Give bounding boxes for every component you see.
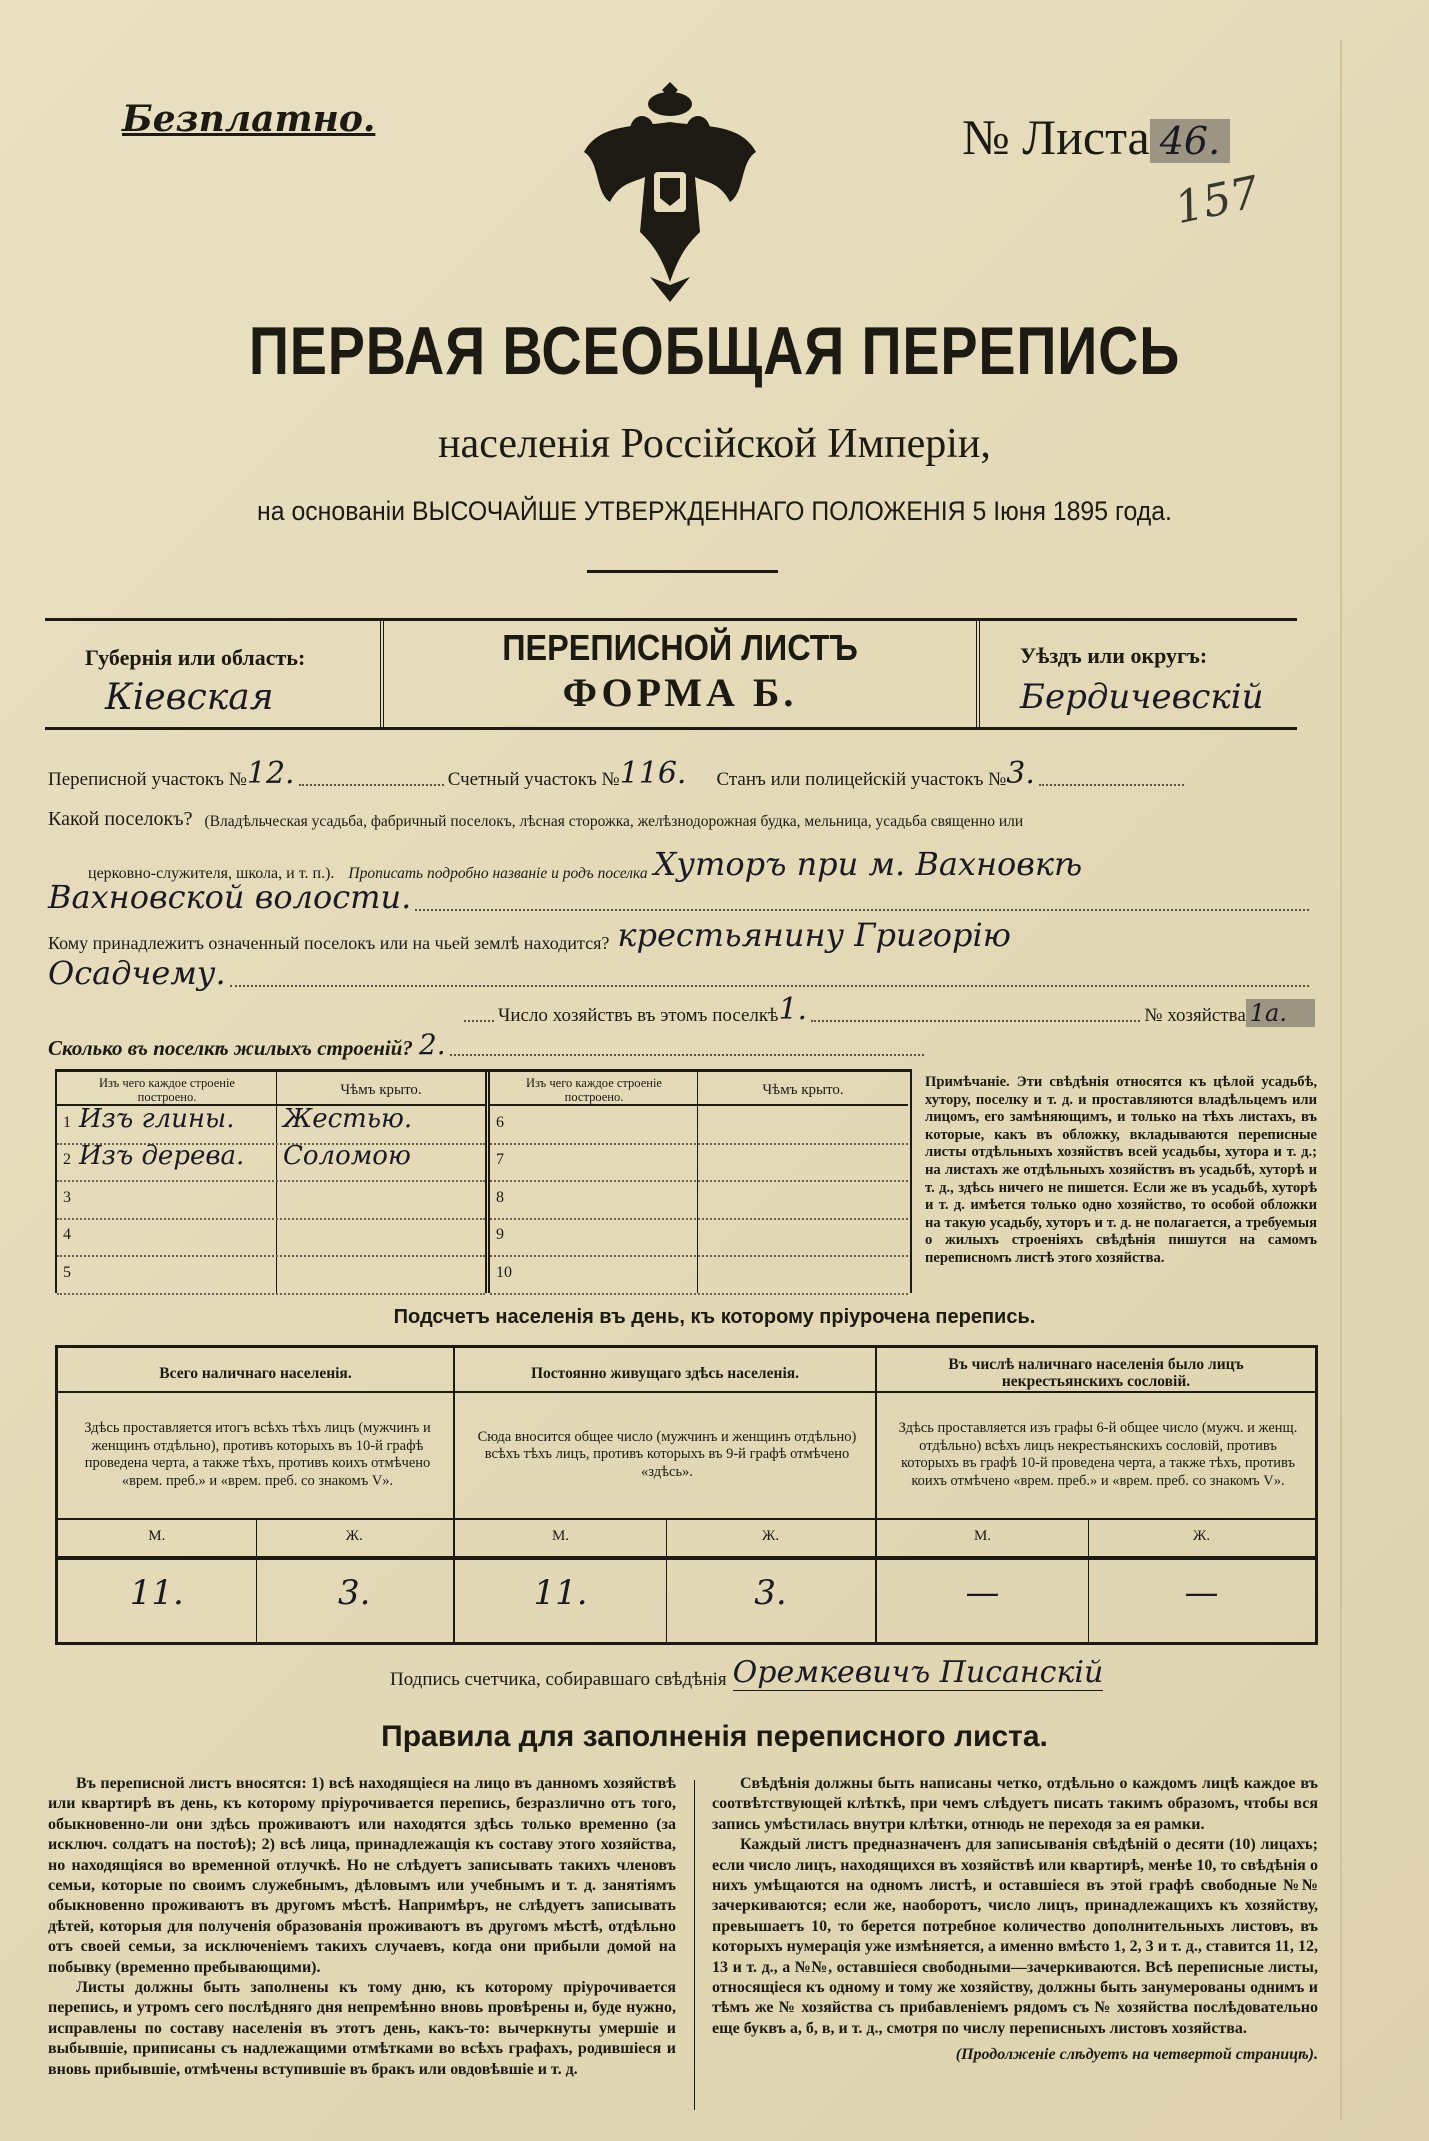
population-column: [875, 1348, 1315, 1642]
province-cell: [45, 621, 384, 727]
form-header-box: [45, 618, 1297, 730]
police-section-label: Станъ или полицейскій участокъ №: [716, 769, 1007, 790]
buildings-table-row: [490, 1218, 908, 1257]
note-body: Эти свѣдѣнія относятся къ цѣлой усадьбѣ, хутору, поселку и т. д. и проставляются владѣльцемъ или лицомъ, его замѣняющимъ, и только на тѣхъ листахъ, въ которые, какъ въ обложку, вкладываются переписные листы отдѣльныхъ хозяйствъ всей усадьбы, хутора и т. д.; на листахъ же отдѣльныхъ хозяйствъ въ усадьбѣ, хуторѣ и т. д., здѣсь ничего не пишется. Если же въ усадьбѣ, хуторѣ и т. д. имѣется только одно хозяйство, то особой обложки на такую усадьбу, хуторъ и т. д. не полагается, а требуемыя о жилыхъ строеніяхъ свѣдѣнія пишутся на самомъ переписномъ листѣ этого хозяйства.: [925, 1074, 1317, 1266]
form-title: ПЕРЕПИСНОЙ ЛИСТЪ: [502, 627, 858, 668]
population-column-description: Здѣсь проставляется итогъ всѣхъ тѣхъ лицъ (мужчинъ и женщинъ отдѣльно), противъ которыхъ въ 10-й графѣ проведена черта, а также тѣхъ, противъ коихъ отмѣчено «врем. преб.» и «врем. преб. со знакомъ V».: [84, 1420, 431, 1489]
divider: [877, 1391, 1315, 1393]
female-count: 3.: [754, 1573, 787, 1613]
signature-row: [390, 1655, 1220, 1691]
signature-label: Подпись счетчика, собиравшаго свѣдѣнія: [390, 1669, 727, 1690]
settlement-hint-2: церковно-служителя, школа, и т. п.).: [88, 865, 335, 882]
settlement-value-2: Вахновской волости.: [48, 878, 412, 916]
buildings-count-value: 2.: [418, 1028, 446, 1061]
settlement-value-1: Хуторъ при м. Вахновкѣ: [653, 845, 1083, 883]
rules-paragraph: Въ переписной листъ вносятся: 1) всѣ находящіеся на лицо въ данномъ хозяйствѣ или квартирѣ въ день, къ которому пріурочивается перепись, безразлично отъ того, обыкновенно-ли они здѣсь проживаютъ или находятся здѣсь только временно (за исключ. солдатъ на постоѣ); 2) всѣ лица, принадлежащія къ составу этого хозяйства, но находящіяся во временной отлучкѣ. Но не слѣдуетъ записывать такихъ членовъ семьи, которые по своимъ служебнымъ, дѣловымъ или учебнымъ и т. д. занятіямъ обыкновенно проживаютъ въ другомъ мѣстѣ. Напримѣръ, не слѣдуетъ записывать дѣтей, которыя для полученія образованія проживаютъ въ другомъ мѣстѣ, отдѣльно отъ своей семьи, за исключеніемъ такихъ случаевъ, когда они прибыли домой на побывку (временно пребывающими).: [48, 1775, 676, 1976]
form-type: ФОРМА Б.: [562, 670, 798, 715]
household-number-value: 1а.: [1246, 999, 1315, 1027]
row-number: 10: [496, 1263, 512, 1281]
archive-number: 157: [1170, 166, 1264, 235]
male-count: —: [965, 1573, 1000, 1613]
buildings-table-row: [490, 1143, 908, 1182]
population-column: [58, 1348, 453, 1642]
divider: [877, 1518, 1315, 1520]
dotted-line: [230, 985, 1309, 987]
male-label: М.: [973, 1528, 992, 1544]
rules-right-column: [712, 1774, 1318, 2066]
buildings-table-row: [57, 1143, 485, 1182]
row-number: 8: [496, 1188, 504, 1206]
province-label: Губернія или область:: [85, 645, 306, 670]
rules-column-divider: [694, 1780, 695, 2110]
owner-value-2: Осадчему.: [48, 954, 226, 992]
police-section-value: 3.: [1006, 756, 1035, 791]
buildings-table-row: [57, 1181, 485, 1220]
sheet-number: [962, 108, 1230, 166]
female-label: Ж.: [345, 1528, 363, 1544]
row-number: 7: [496, 1151, 504, 1169]
population-column-header: Всего наличнаго населенія.: [159, 1364, 352, 1382]
owner-value-1: крестьянину Григорію: [617, 916, 1011, 954]
owner-label: Кому принадлежитъ означенный поселокъ или на чьей землѣ находится?: [48, 933, 610, 953]
dotted-line: [299, 784, 444, 786]
households-label: Число хозяйствъ въ этомъ поселкѣ: [498, 1005, 779, 1026]
district-label: Уѣздъ или округъ:: [1020, 643, 1208, 668]
buildings-count-row: [48, 1028, 928, 1061]
building-material: Изъ глины.: [79, 1104, 235, 1134]
building-roof: Жестью.: [283, 1104, 413, 1134]
document-basis: на основаніи ВЫСОЧАЙШЕ УТВЕРЖДЕННАГО ПОЛОЖЕНІЯ 5 Іюня 1895 года.: [257, 496, 1172, 526]
dotted-line: [1039, 784, 1184, 786]
buildings-table-row: [57, 1218, 485, 1257]
imperial-eagle-emblem: [580, 82, 760, 302]
buildings-table-left: [57, 1072, 490, 1293]
row-number: 9: [496, 1226, 504, 1244]
divider: [58, 1391, 453, 1393]
household-number-label: № хозяйства: [1144, 1005, 1246, 1026]
signature-value: Оремкевичъ Писанскій: [732, 1655, 1104, 1690]
note-text: [925, 1074, 1317, 1268]
rules-continuation: (Продолженіе слѣдуетъ на четвертой страницѣ).: [955, 2046, 1318, 2064]
district-value: Бердичевскій: [1020, 677, 1264, 717]
settlement-label: Какой поселокъ?: [48, 808, 193, 830]
settlement-row-3: [48, 878, 1313, 916]
count-section-label: Счетный участокъ №: [447, 769, 620, 790]
population-column-description: Здѣсь проставляется изъ графы 6-й общее число (мужч. и женщ. отдѣльно) всѣхъ лицъ некрестьянскихъ сословій, противъ которыхъ въ графѣ 10-й проведена черта, а также тѣхъ, противъ коихъ отмѣчено «врем. преб.» и «врем. преб. со знакомъ V».: [898, 1420, 1298, 1489]
buildings-table-row: [57, 1106, 485, 1145]
divider: [455, 1391, 875, 1393]
column-header-roof: Чѣмъ крыто.: [340, 1082, 422, 1098]
column-header-material: Изъ чего каждое строеніе построено.: [526, 1076, 662, 1104]
divider: [455, 1556, 875, 1560]
buildings-table-row: [57, 1256, 485, 1295]
male-label: М.: [551, 1528, 570, 1544]
buildings-table-row: [490, 1106, 908, 1145]
divider: [877, 1556, 1315, 1560]
owner-row-2: [48, 954, 1313, 992]
dotted-line: [464, 1020, 494, 1022]
province-value: Кіевская: [105, 677, 274, 718]
document-title: ПЕРВАЯ ВСЕОБЩАЯ ПЕРЕПИСЬ: [248, 313, 1181, 389]
settlement-instruction: Прописать подробно названіе и родъ поселка: [348, 865, 648, 882]
buildings-table-row: [490, 1256, 908, 1295]
buildings-table: [55, 1069, 912, 1293]
population-column: [453, 1348, 875, 1642]
rules-title: Правила для заполненія переписного листа.: [381, 1720, 1048, 1753]
sheet-number-label: № Листа: [962, 109, 1150, 165]
sections-row: [48, 756, 1188, 791]
page-edge-line: [1340, 40, 1342, 2120]
female-count: 3.: [338, 1573, 371, 1613]
count-section-value: 116.: [619, 756, 687, 791]
building-material: Изъ дерева.: [79, 1141, 245, 1172]
male-count: 11.: [129, 1573, 184, 1613]
rules-paragraph: Каждый листъ предназначенъ для записыванія свѣдѣній о десяти (10) лицахъ; если число лицъ, находящихся въ хозяйствѣ или квартирѣ, менѣе 10, то свѣдѣнія о нихъ умѣщаются на одномъ листѣ, и оставшіеся въ этой графѣ свободные №№ зачеркиваются; если же, наоборотъ, число лицъ, принадлежащихъ къ хозяйству, превышаетъ 10, то берется потребное количество дополнительныхъ листовъ, въ которыхъ нумерація уже измѣняется, а именно вмѣсто 1, 2, 3 и т. д., ставится 11, 12, 13 и т. д., а №№, оставшіеся свободными—зачеркиваются. Всѣ переписные листы, относящіеся къ одному и тому же хозяйству, должны быть занумерованы однимъ и тѣмъ же № хозяйства съ прибавленіемъ рядомъ съ № хозяйства послѣдовательно еще буквъ а, б, в, и т. д., смотря по числу переписныхъ листовъ хозяйства.: [712, 1836, 1318, 2037]
buildings-count-label: Сколько въ поселкѣ жилыхъ строеній?: [48, 1036, 413, 1060]
free-label: Безплатно.: [122, 98, 376, 140]
column-header-roof: Чѣмъ крыто.: [762, 1082, 844, 1098]
row-number: 5: [63, 1263, 71, 1281]
households-row: [460, 992, 1315, 1027]
settlement-hint-1: (Владѣльческая усадьба, фабричный поселокъ, лѣсная сторожка, желѣзнодорожная будка, мельница, усадьба священно или: [204, 813, 1024, 830]
female-label: Ж.: [1192, 1528, 1211, 1544]
district-cell: [976, 621, 1301, 727]
buildings-table-row: [490, 1181, 908, 1220]
dotted-line: [811, 1020, 1140, 1022]
dotted-line: [415, 909, 1309, 911]
female-count: —: [1184, 1573, 1219, 1613]
building-roof: Соломою: [283, 1141, 411, 1172]
rules-paragraph: Листы должны быть заполнены къ тому дню, къ которому пріурочивается перепись, и утромъ сего послѣдняго дня непремѣнно вновь провѣрены и, буде нужно, исправлены по составу населенія въ этотъ день, какъ-то: вычеркнуты умершіе и выбывшіе, приписаны съ надлежащими отмѣтками во всѣхъ графахъ, родившіеся и вновь прибывшіе, отмѣчены вступившіе въ бракъ или овдовѣвшіе и т. д.: [48, 1979, 676, 2078]
divider: [455, 1518, 875, 1520]
female-label: Ж.: [761, 1528, 780, 1544]
sheet-number-value: 46.: [1150, 119, 1230, 163]
rules-paragraph: Свѣдѣнія должны быть написаны четко, отдѣльно о каждомъ лицѣ каждое въ соотвѣтствующей клѣткѣ, при чемъ слѣдуетъ писать такимъ образомъ, чтобы вся запись умѣстилась внутри клѣтки, отнюдь не переходя за ея рамки.: [712, 1775, 1318, 1833]
population-table: [55, 1345, 1318, 1645]
row-number: 6: [496, 1114, 504, 1131]
note-title: Примѣчаніе.: [925, 1074, 1010, 1090]
row-number: 4: [63, 1226, 71, 1244]
rules-left-column: [48, 1774, 676, 2080]
census-section-label: Переписной участокъ №: [48, 769, 247, 790]
settlement-row: [48, 808, 1308, 831]
column-header-material: Изъ чего каждое строеніе построено.: [99, 1076, 235, 1104]
title-divider: [587, 570, 778, 573]
population-column-header: Въ числѣ наличнаго населенія было лицъ некрестьянскихъ сословій.: [948, 1356, 1244, 1390]
document-subtitle: населенія Россійской Имперіи,: [438, 421, 991, 467]
row-number: 3: [63, 1188, 71, 1206]
male-count: 11.: [533, 1573, 588, 1613]
row-number: 1: [63, 1114, 71, 1131]
owner-row: [48, 916, 1313, 954]
census-section-value: 12.: [246, 756, 295, 791]
population-title: Подсчетъ населенія въ день, къ которому пріурочена перепись.: [393, 1306, 1036, 1328]
male-label: М.: [148, 1528, 166, 1544]
households-value: 1.: [778, 992, 808, 1027]
row-number: 2: [63, 1151, 71, 1169]
buildings-table-right: [490, 1072, 908, 1293]
dotted-line: [450, 1054, 924, 1056]
population-column-description: Сюда вносится общее число (мужчинъ и женщинъ отдѣльно) всѣхъ тѣхъ лицъ, противъ которыхъ въ 9-й графѣ отмѣчено «здѣсь».: [477, 1428, 857, 1480]
population-column-header: Постоянно живущаго здѣсь населенія.: [530, 1364, 800, 1382]
form-title-cell: [385, 621, 975, 727]
